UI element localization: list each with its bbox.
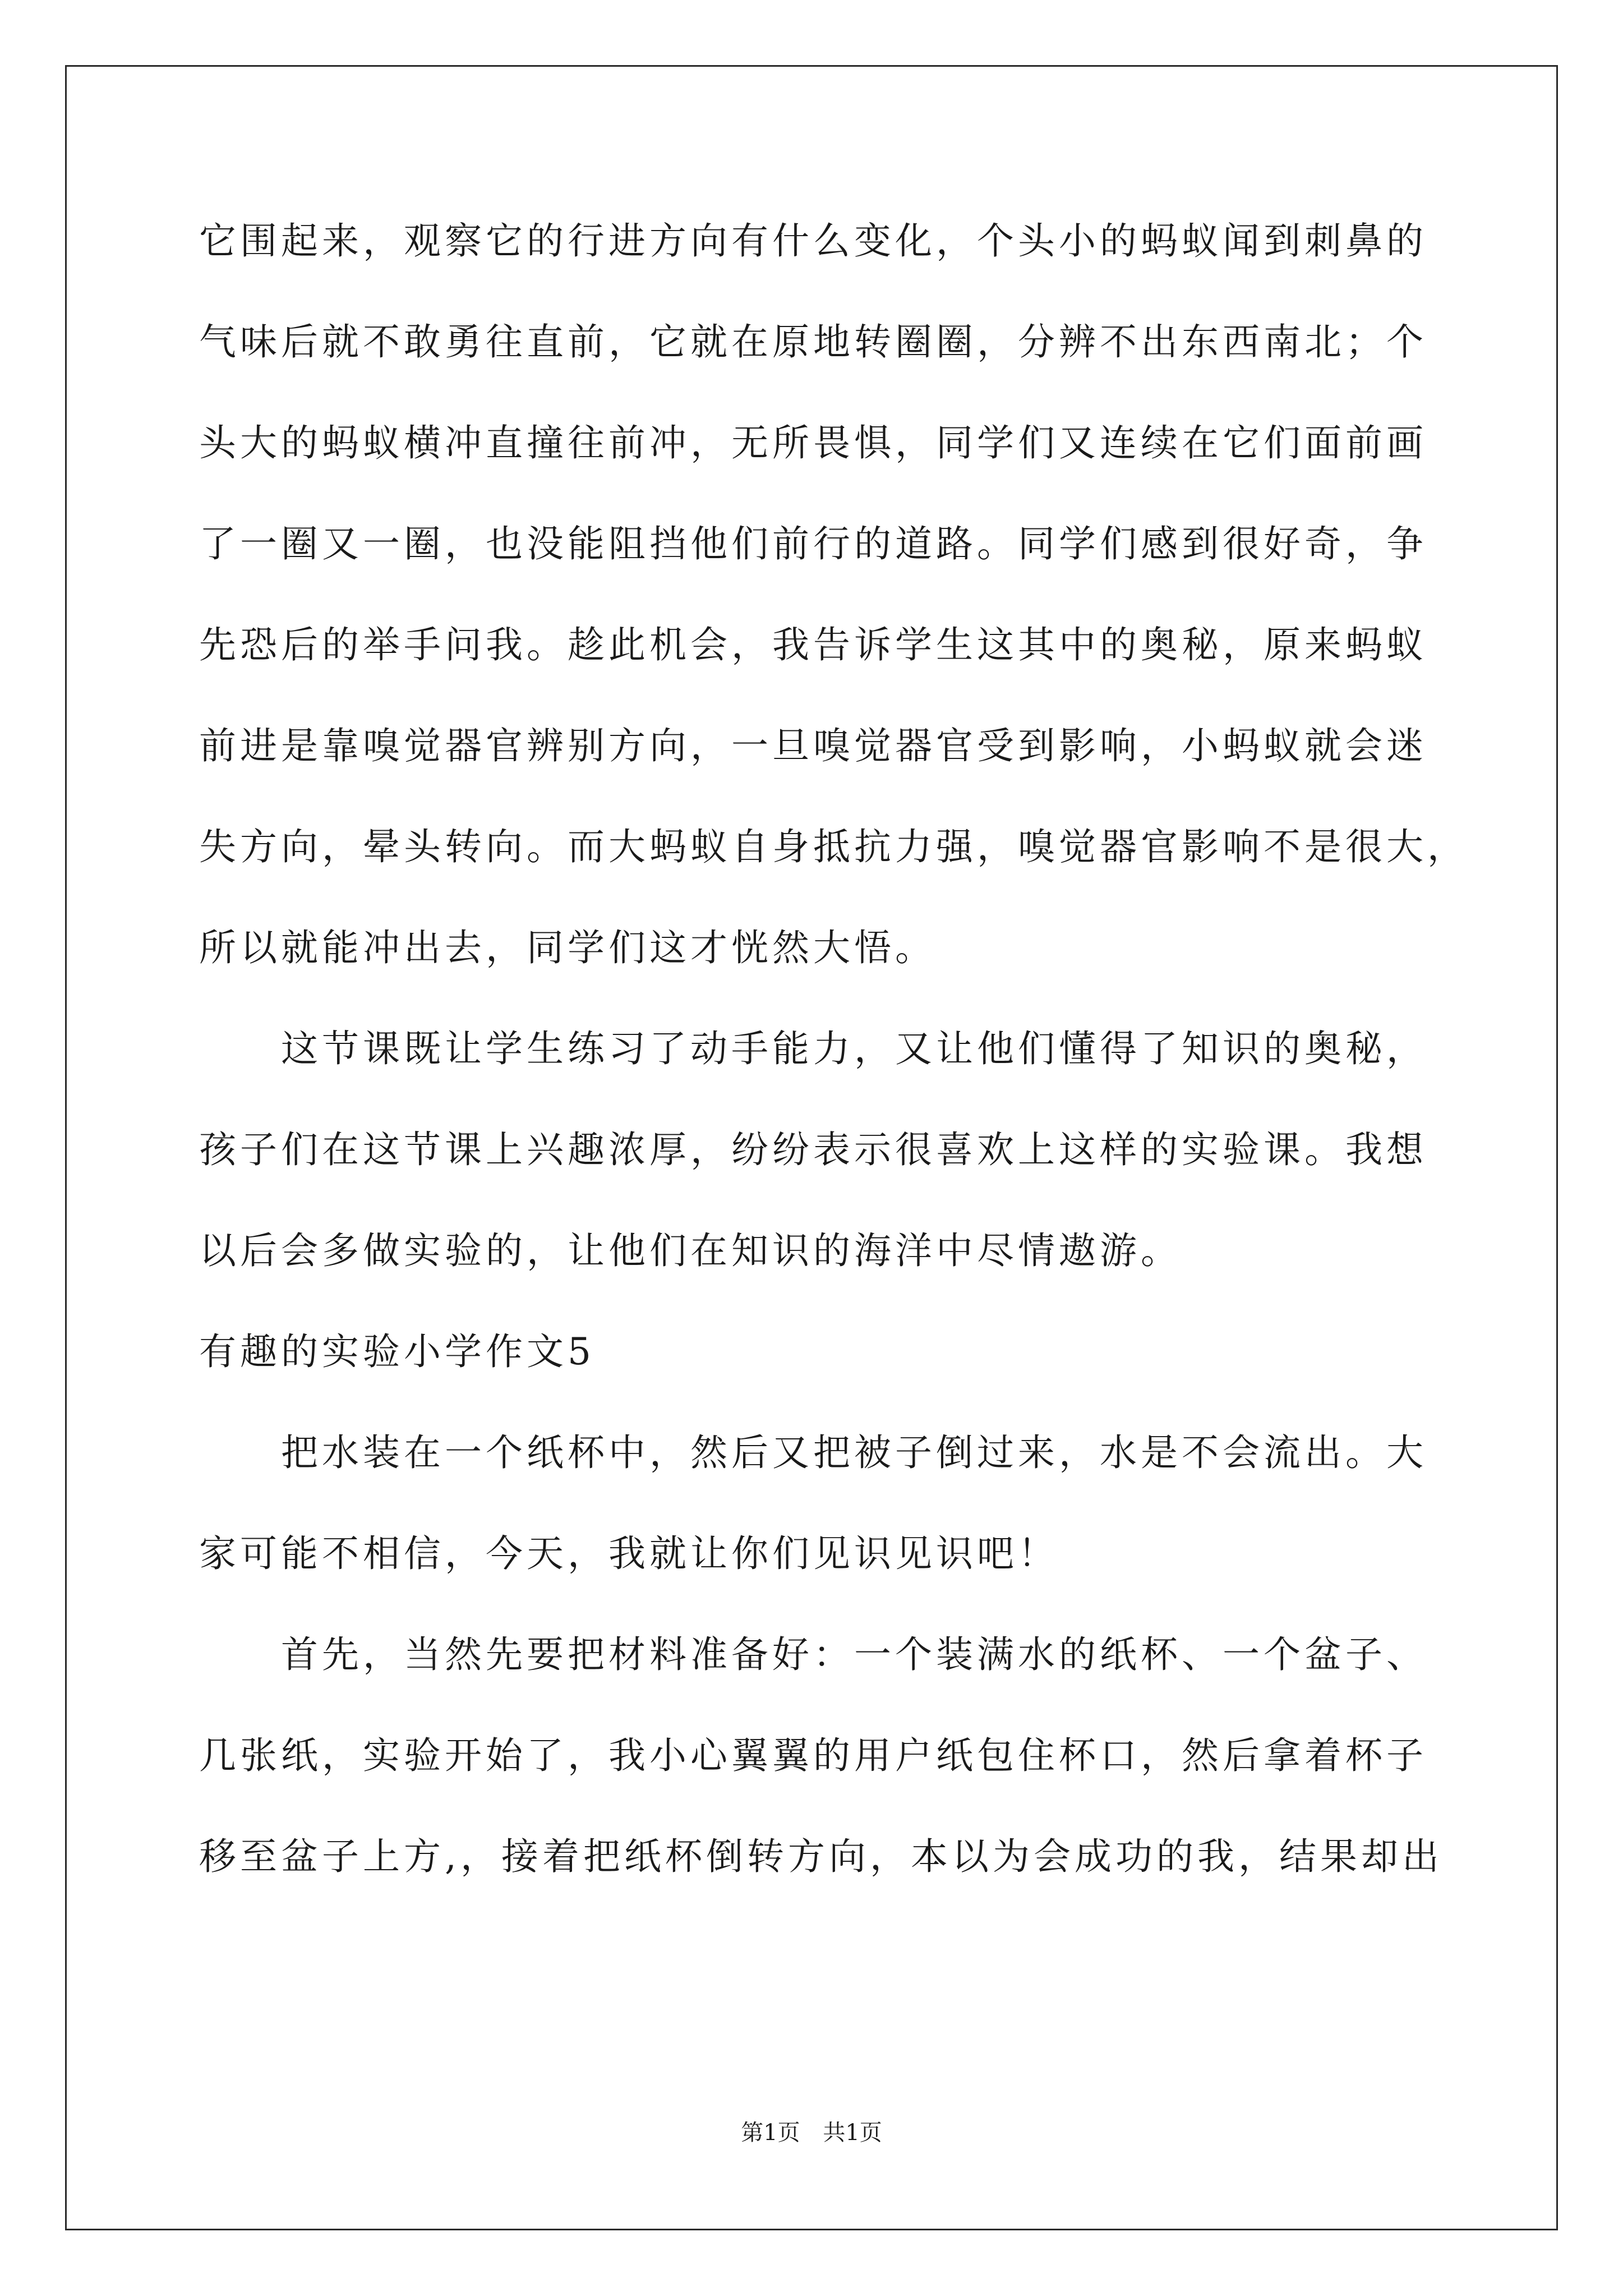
paragraph-first-line: 这节课既让学生练习了动手能力，又让他们懂得了知识的奥秘， xyxy=(281,1027,1427,1070)
document-body xyxy=(199,208,1468,1924)
text-line: 几张纸，实验开始了，我小心翼翼的用户纸包住杯口，然后拿着杯子 xyxy=(199,1734,1427,1777)
section-heading: 有趣的实验小学作文5 xyxy=(199,1330,595,1373)
page-number-total: 共1页 xyxy=(823,2120,882,2146)
text-line: 头大的蚂蚁横冲直撞往前冲，无所畏惧，同学们又连续在它们面前画 xyxy=(199,421,1427,464)
text-line: 以后会多做实验的，让他们在知识的海洋中尽情遨游。 xyxy=(199,1229,1182,1272)
text-line: 先恐后的举手问我。趁此机会，我告诉学生这其中的奥秘，原来蚂蚁 xyxy=(199,623,1427,666)
text-line: 移至盆子上方,，接着把纸杯倒转方向，本以为会成功的我，结果却出 xyxy=(199,1835,1443,1878)
text-line: 它围起来，观察它的行进方向有什么变化，个头小的蚂蚁闻到刺鼻的 xyxy=(199,219,1427,263)
paragraph-first-line: 把水装在一个纸杯中，然后又把被子倒过来，水是不会流出。大 xyxy=(281,1431,1427,1474)
paragraph-first-line: 首先，当然先要把材料准备好：一个装满水的纸杯、一个盆子、 xyxy=(281,1633,1427,1676)
page-number-current: 第1页 xyxy=(741,2120,800,2146)
text-line: 了一圈又一圈，也没能阻挡他们前行的道路。同学们感到很好奇，争 xyxy=(199,522,1427,565)
text-line: 失方向，晕头转向。而大蚂蚁自身抵抗力强，嗅觉器官影响不是很大， xyxy=(199,825,1468,868)
page-footer xyxy=(0,2115,1623,2147)
text-line: 孩子们在这节课上兴趣浓厚，纷纷表示很喜欢上这样的实验课。我想 xyxy=(199,1128,1427,1171)
text-line: 所以就能冲出去，同学们这才恍然大悟。 xyxy=(199,926,936,969)
text-line: 气味后就不敢勇往直前，它就在原地转圈圈，分辨不出东西南北；个 xyxy=(199,320,1427,364)
text-line: 家可能不相信，今天，我就让你们见识见识吧！ xyxy=(199,1532,1059,1575)
text-line: 前进是靠嗅觉器官辨别方向，一旦嗅觉器官受到影响，小蚂蚁就会迷 xyxy=(199,724,1427,767)
